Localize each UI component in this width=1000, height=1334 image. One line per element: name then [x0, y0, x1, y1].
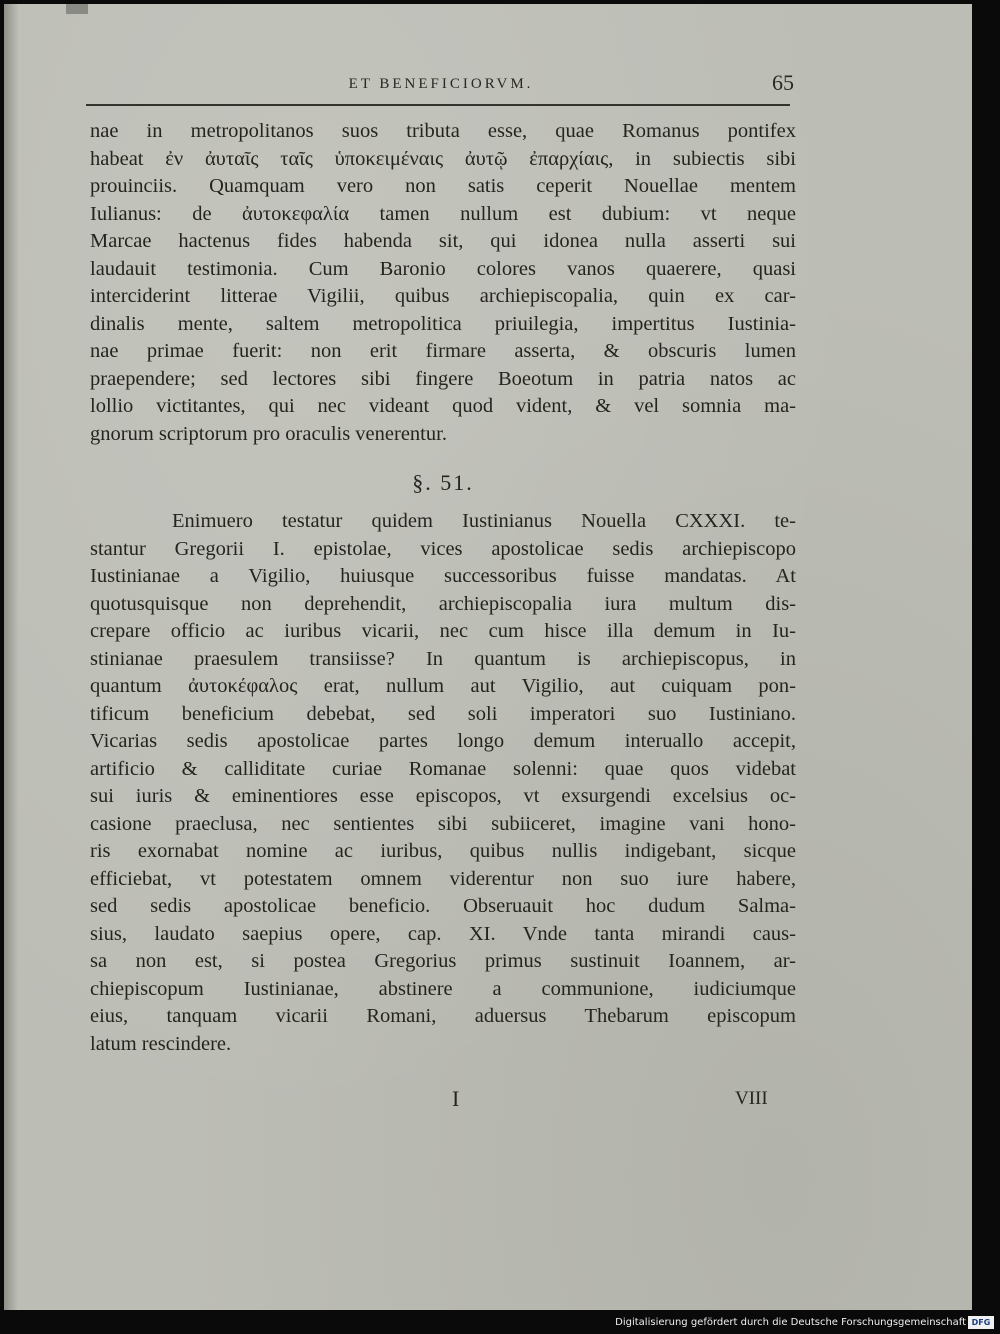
text-line: Iulianus: de ἀυτοκεφαλία tamen nullum est dubium: vt neque	[90, 202, 796, 225]
running-title: ET BENEFICIORVM.	[348, 76, 534, 92]
text-line: sa non est, si postea Gregorius primus sustinuit Ioannem, ar-	[90, 950, 796, 972]
text-line: dinalis mente, saltem metropolitica priuilegia, impertitus Iustinia-	[90, 312, 796, 335]
text-line: Marcae hactenus fides habenda sit, qui idonea nulla asserti sui	[90, 230, 796, 252]
text-line: sius, laudato saepius opere, cap. XI. Vnde tanta mirandi caus-	[90, 922, 796, 945]
text-line: laudauit testimonia. Cum Baronio colores vanos quaerere, quasi	[90, 257, 796, 280]
header-rule	[86, 104, 790, 106]
text-line: stantur Gregorii I. epistolae, vices apostolicae sedis archiepiscopo	[90, 537, 796, 560]
text-line: latum rescindere.	[90, 1032, 232, 1055]
text-line: quotusquisque non deprehendit, archiepiscopalia iura multum dis-	[90, 592, 796, 615]
text-line: crepare officio ac iuribus vicarii, nec cum hisce illa demum in Iu-	[90, 620, 796, 642]
text-line: chiepiscopum Iustinianae, abstinere a communione, iudiciumque	[90, 977, 796, 1000]
text-line: Vicarias sedis apostolicae partes longo demum interuallo accepit,	[90, 730, 796, 752]
paragraph-2	[90, 508, 796, 1058]
text-line: prouinciis. Quamquam vero non satis ceperit Nouellae mentem	[90, 175, 796, 197]
text-line: praependere; sed lectores sibi fingere Boeotum in patria natos ac	[90, 367, 796, 390]
text-line: nae in metropolitanos suos tributa esse, quae Romanus pontifex	[90, 120, 796, 142]
text-line: efficiebat, vt potestatem omnem viderentur non suo iure habere,	[90, 867, 796, 890]
text-line: sui iuris & eminentiores esse episcopos, vt exsurgendi excelsius oc-	[90, 785, 796, 807]
section-heading: §. 51.	[412, 470, 474, 495]
digitization-credit: Digitalisierung gefördert durch die Deutsche Forschungsgemeinschaft	[615, 1317, 966, 1328]
text-line: quantum ἀυτοκέφαλος erat, nullum aut Vigilio, aut cuiquam pon-	[90, 675, 796, 697]
text-line: Enimuero testatur quidem Iustinianus Nouella CXXXI. te-	[172, 510, 796, 532]
text-line: eius, tanquam vicarii Romani, aduersus Thebarum episcopum	[90, 1005, 796, 1027]
running-header	[88, 68, 794, 108]
page-number: 65	[772, 70, 794, 95]
text-line: stinianae praesulem transiisse? In quantum is archiepiscopus, in	[90, 647, 796, 670]
text-line: nae primae fuerit: non erit firmare asserta, & obscuris lumen	[90, 340, 796, 362]
text-line: ris exornabat nomine ac iuribus, quibus nullis indigebant, sicque	[90, 840, 796, 862]
catchword: VIII	[735, 1088, 768, 1109]
text-line: gnorum scriptorum pro oraculis venerentur.	[90, 422, 447, 445]
text-line: lollio victitantes, qui nec videant quod vident, & vel somnia ma-	[90, 395, 796, 417]
text-line: habeat ἐν ἀυταῖς ταῖς ὑποκειμέναις ἀυτῷ ἐπαρχίαις, in subiectis sibi	[90, 147, 796, 170]
dfg-logo-icon: DFG	[968, 1316, 994, 1329]
text-line: Iustinianae a Vigilio, huiusque successoribus fuisse mandatas. At	[90, 565, 796, 587]
text-line: tificum beneficium debebat, sed soli imperatori suo Iustiniano.	[90, 702, 796, 725]
text-line: interciderint litterae Vigilii, quibus archiepiscopalia, quin ex car-	[90, 285, 796, 307]
text-line: artificio & calliditate curiae Romanae solenni: quae quos videbat	[90, 757, 796, 780]
text-line: casione praeclusa, nec sentientes sibi subiiceret, imagine vani hono-	[90, 812, 796, 835]
signature-mark: I	[452, 1086, 460, 1111]
text-line: sed sedis apostolicae beneficio. Obseruauit hoc dudum Salma-	[90, 895, 796, 917]
paragraph-1	[90, 118, 796, 448]
